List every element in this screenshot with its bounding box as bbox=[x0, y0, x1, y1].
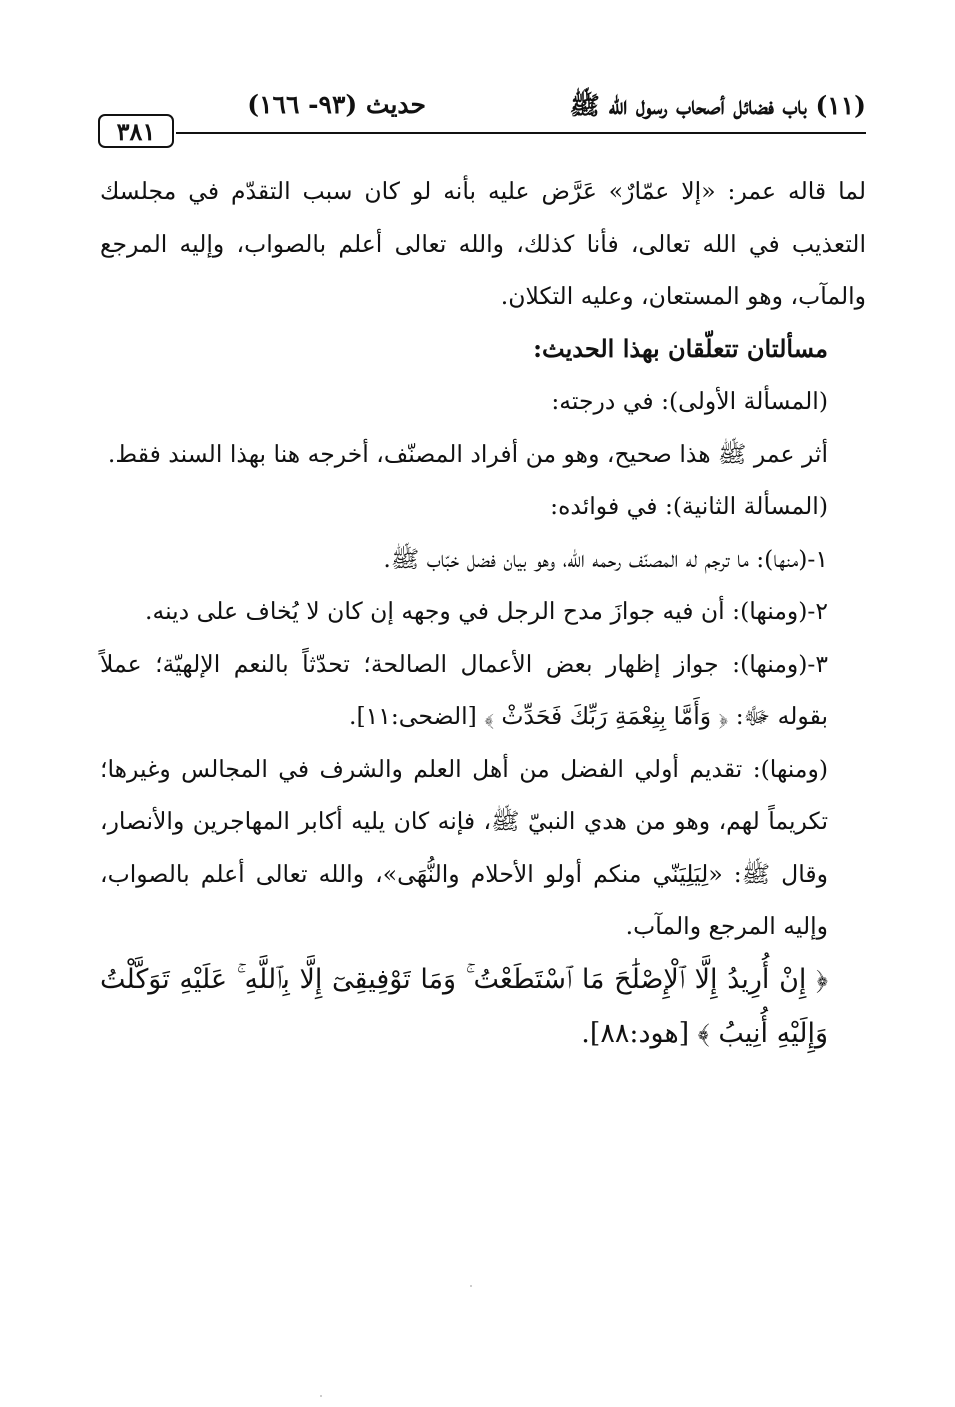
benefit-4: (ومنها): تقديم أولي الفضل من أهل العلم والشرف في المجالس وغيرها؛ تكريماً لهم، وهو من هدي النبيّ ﷺ، فإنه كان يليه أكابر المهاجرين والأنصار، وقال ﷺ: «لِيَلِيَنّي منكم أولو الأحلام والنُّهَى»، والله تعالى أعلم بالصواب، وإليه المرجع والمآب. bbox=[100, 754, 828, 940]
scan-speck bbox=[470, 1285, 472, 1287]
benefit-3: ٣-(ومنها): جواز إظهار بعض الأعمال الصالحة؛ تحدّثاً بالنعم الإلهيّة؛ عملاً بقوله ﷻ: ﴿ وَأَمَّا بِنِعْمَةِ رَبِّكَ فَحَدِّثْ ﴾ [الضحى:١١]. bbox=[100, 649, 828, 730]
issue-one-heading: (المسألة الأولى): في درجته: bbox=[551, 387, 828, 415]
hadith-range: حديث (٩٣- ١٦٦) bbox=[247, 90, 426, 119]
section-heading: مسألتان تتعلّقان بهذا الحديث: bbox=[533, 333, 828, 363]
page-header bbox=[98, 88, 866, 150]
header-rule bbox=[176, 132, 866, 134]
page-body bbox=[100, 165, 866, 1061]
issue-one-text: أثر عمر ﷺ هذا صحيح، وهو من أفراد المصنّف، أخرجه هنا بهذا السند فقط. bbox=[107, 439, 828, 468]
quran-verse: ﴿ إِنْ أُرِيدُ إِلَّا ٱلْإِصْلَٰحَ مَا ٱسْتَطَعْتُ ۚ وَمَا تَوْفِيقِىٓ إِلَّا بِٱللَّهِ ۚ عَلَيْهِ تَوَكَّلْتُ وَإِلَيْهِ أُنِيبُ ﴾ [هود:٨٨]. bbox=[100, 963, 828, 1049]
chapter-title: (١١) باب فضائل أصحاب رسول الله ﷺ bbox=[569, 91, 866, 120]
benefit-1: ١-(منها): ما ترجم له المصنّف رحمه الله، وهو بيان فضل خبّاب ﷺ. bbox=[383, 544, 828, 573]
issue-two-heading: (المسألة الثانية): في فوائده: bbox=[550, 492, 828, 520]
page-number: ٣٨١ bbox=[98, 114, 174, 148]
paragraph-opening: لما قاله عمر: «إلا عمّارٌ» عَرَّض عليه بأنه لو كان سبب التقدّم في مجلسك التعذيب في الله تعالى، فأنا كذلك، والله تعالى أعلم بالصواب، وإليه المرجع والمآب، وهو المستعان، وعليه التكلان. bbox=[100, 177, 866, 310]
scan-speck bbox=[320, 1395, 322, 1397]
benefit-2: ٢-(ومنها): أن فيه جوازَ مدح الرجل في وجهه إن كان لا يُخاف على دينه. bbox=[145, 597, 828, 625]
